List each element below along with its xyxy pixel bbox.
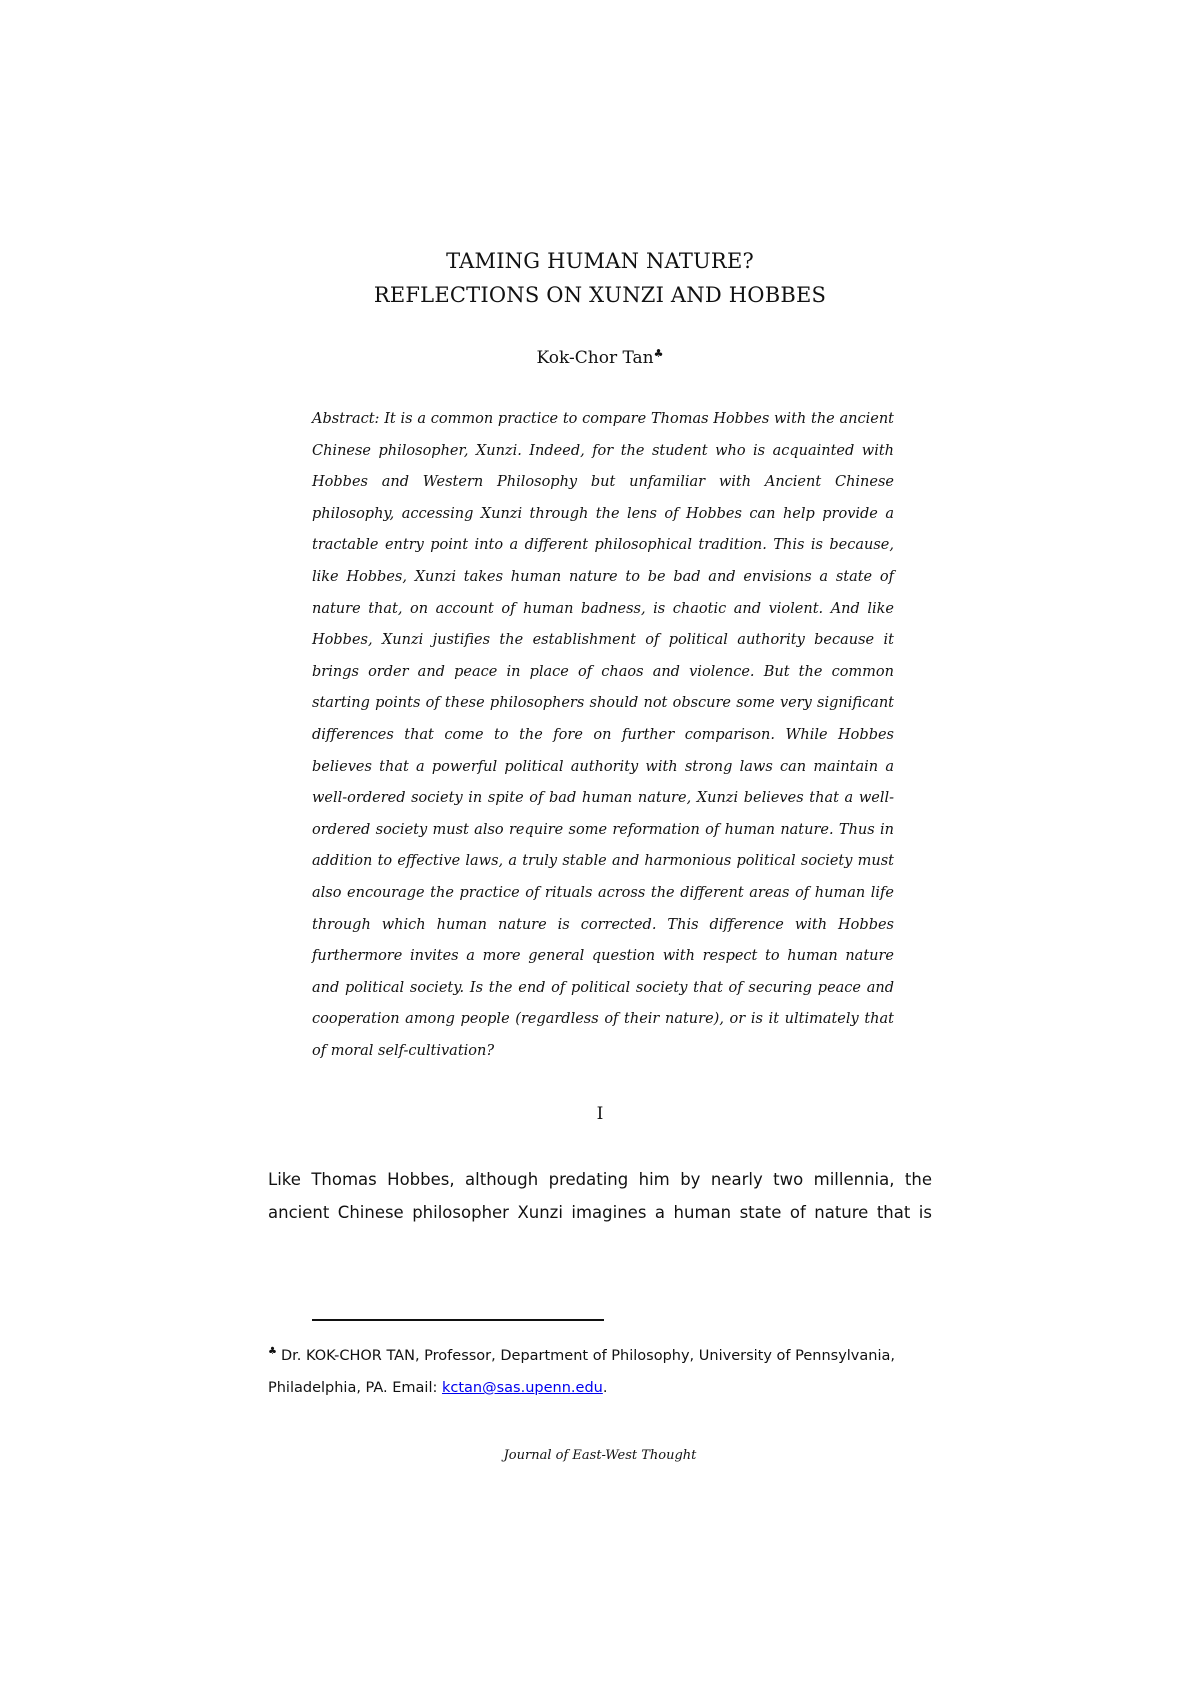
author-footnote-mark[interactable]: ♣: [653, 347, 664, 360]
footnote-divider: [312, 1319, 604, 1321]
body-paragraph: [268, 1163, 932, 1229]
footnote-text: Dr. KOK-CHOR TAN, Professor, Department of Philosophy, University of Pennsylvania, Philadelphia, PA. Email:: [268, 1348, 895, 1396]
author-line: [0, 342, 1200, 370]
paper-title: [0, 244, 1200, 312]
title-line-1: TAMING HUMAN NATURE?: [446, 249, 754, 273]
footnote: [268, 1336, 932, 1404]
email-link[interactable]: kctan@sas.upenn.edu: [441, 1380, 603, 1396]
title-line-2: REFLECTIONS ON XUNZI AND HOBBES: [373, 283, 827, 307]
author-name: Kok-Chor Tan: [536, 348, 654, 368]
abstract: Abstract: It is a common practice to compare Thomas Hobbes with the ancient Chinese philosopher, Xunzi. Indeed, for the student who is acquainted with Hobbes and Western Philosophy but unfamiliar with Ancient Chinese philosophy, accessing Xunzi through the lens of Hobbes can help provide a tractable entry point into a different philosophical tradition. This is because, like Hobbes, Xunzi takes human nature to be bad and envisions a state of nature that, on account of human badness, is chaotic and violent. And like Hobbes, Xunzi justifies the establishment of political authority because it brings order and peace in place of chaos and violence. But the common starting points of these philosophers should not obscure some very significant differences that come to the fore on further comparison. While Hobbes believes that a powerful political authority with strong laws can maintain a well-ordered society in spite of bad human nature, Xunzi believes that a well-ordered society must also require some reformation of human nature. Thus in addition to effective laws, a truly stable and harmonious political society must also encourage the practice of rituals across the different areas of human life through which human nature is corrected. This difference with Hobbes furthermore invites a more general question with respect to human nature and political society. Is the end of political society that of securing peace and cooperation among people (regardless of their nature), or is it ultimately that of moral self-cultivation?: [312, 411, 894, 1059]
footnote-mark: ♣: [268, 1346, 277, 1357]
journal-name: Journal of East-West Thought: [503, 1448, 697, 1463]
footnote-end: .: [602, 1380, 608, 1396]
body-line-1: Like Thomas Hobbes, although predating him by nearly two millennia, the: [268, 1170, 932, 1189]
section-number: I: [596, 1104, 604, 1124]
body-line-2: ancient Chinese philosopher Xunzi imagines a human state of nature that is: [268, 1203, 932, 1222]
